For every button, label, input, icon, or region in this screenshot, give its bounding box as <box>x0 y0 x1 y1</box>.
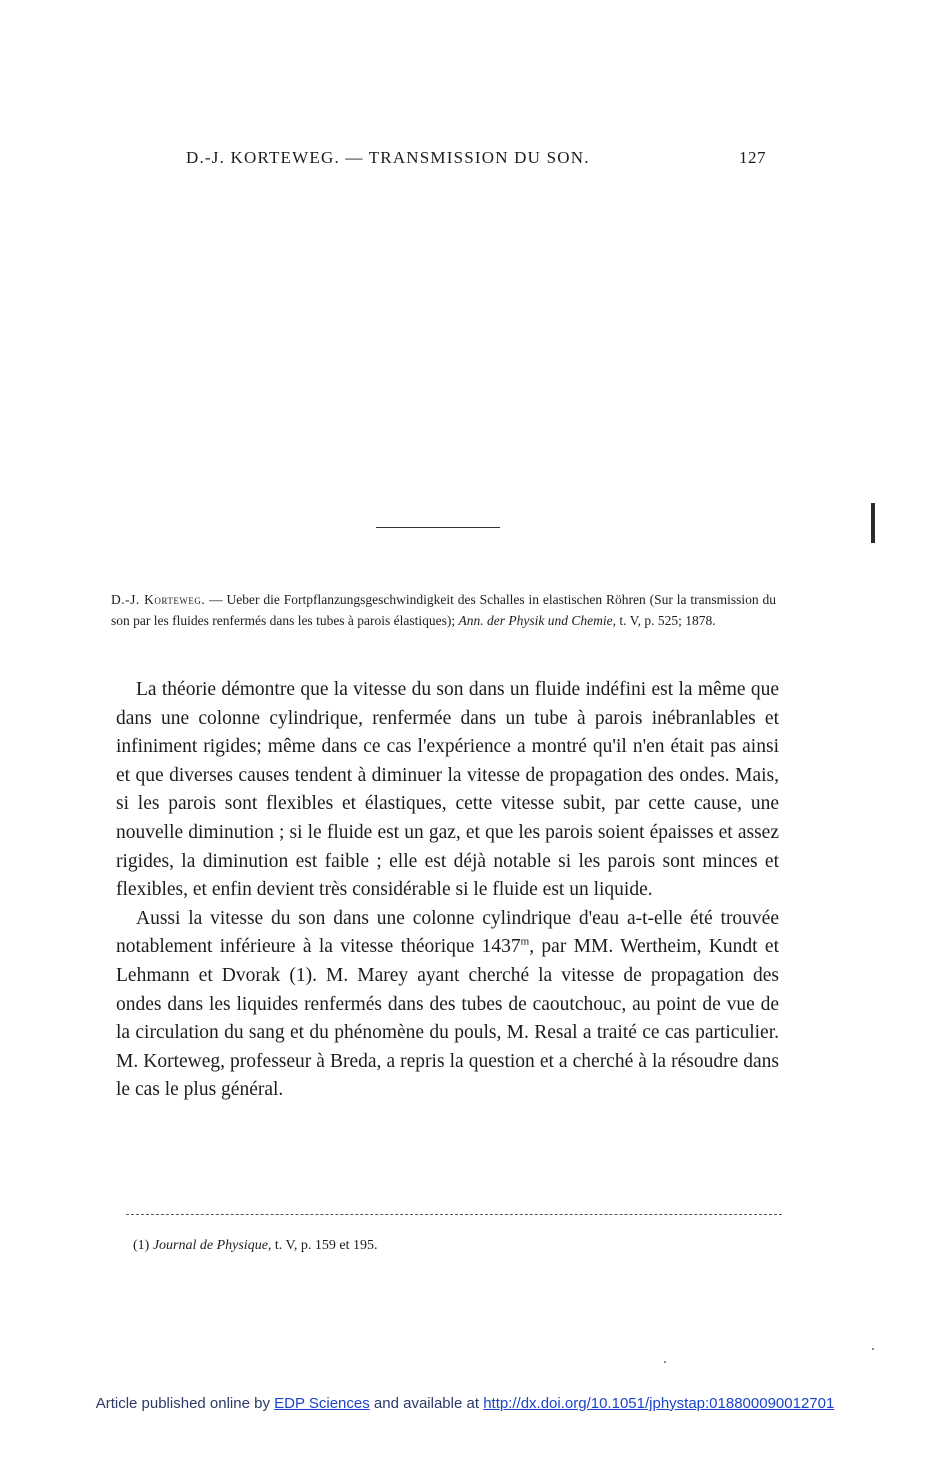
footnote-reference[interactable]: (1) <box>289 964 313 986</box>
page-number: 127 <box>739 148 766 167</box>
running-title: D.-J. KORTEWEG. — TRANSMISSION DU SON. <box>186 148 590 167</box>
paragraph-1: La théorie démontre que la vitesse du son dans un fluide indéfini est la même que dans une colonne cylindrique, renfermée dans un tube à parois inébranlables et infiniment rigides; même dans ce cas l'expérience a montré qu'il n'en était pas ainsi et que diverses causes tendent à diminuer la vitesse de propagation des ondes. Mais, si les parois sont flexibles et élastiques, cette vitesse subit, par cette cause, une nouvelle diminution ; si le fluide est un gaz, et que les parois soient épaisses et assez rigides, la diminution est faible ; elle est déjà notable si les parois sont minces et flexibles, et enfin devient très considérable si le fluide est un liquide. <box>116 679 779 901</box>
publisher-link[interactable]: EDP Sciences <box>274 1395 370 1412</box>
publisher-prefix: Article published online by <box>95 1395 270 1412</box>
paragraph-2-part-1: Aussi la vitesse du son dans une colonne cylindrique d'eau a-t-elle été trouvée notablement inférieure à la vitesse théorique 1437 <box>116 907 779 958</box>
publisher-note <box>0 1395 930 1412</box>
citation-author: D.-J. Korteweg. <box>111 592 206 607</box>
margin-mark <box>871 503 875 543</box>
article-body <box>116 676 779 1105</box>
citation-text: — Ueber die Fortpflanzungsgeschwindigkeit des Schalles in elastischen Röhren (Sur la transmission du son par les fluides renfermés dans les tubes à parois élastiques); <box>111 592 777 628</box>
footnote-journal: Journal de Physique, <box>152 1238 272 1253</box>
citation-journal: Ann. der Physik und Chemie, <box>458 613 616 628</box>
paragraph-2-part-3: . M. Marey ayant cherché la vitesse de propagation des ondes dans les liquides renfermés dans des tubes de caoutchouc, au point de vue de la circulation du sang et du phénomène du pouls, M. Resal a traité ce cas particulier. M. Korteweg, professeur à Breda, a repris la question et a cherché à la résoudre dans le cas le plus général. <box>116 964 779 1101</box>
paragraph-2-part-2: , par MM. Wertheim, Kundt et Lehmann et Dvorak <box>116 936 779 986</box>
footnote-details: t. V, p. 159 et 195. <box>274 1238 378 1253</box>
footnote-marker: (1) <box>133 1238 150 1253</box>
doi-link[interactable]: http://dx.doi.org/10.1051/jphystap:018800090012701 <box>483 1395 835 1412</box>
stray-mark <box>664 1361 666 1363</box>
footnote-rule <box>126 1214 782 1216</box>
unit-superscript: m <box>520 935 530 948</box>
section-separator <box>376 527 500 528</box>
footnote <box>133 1238 377 1254</box>
bibliographic-citation <box>111 589 776 631</box>
running-head <box>186 148 766 168</box>
citation-details: t. V, p. 525; 1878. <box>619 613 716 628</box>
paragraph-2 <box>116 905 779 1105</box>
stray-mark <box>872 1348 874 1350</box>
publisher-middle: and available at <box>373 1395 480 1412</box>
